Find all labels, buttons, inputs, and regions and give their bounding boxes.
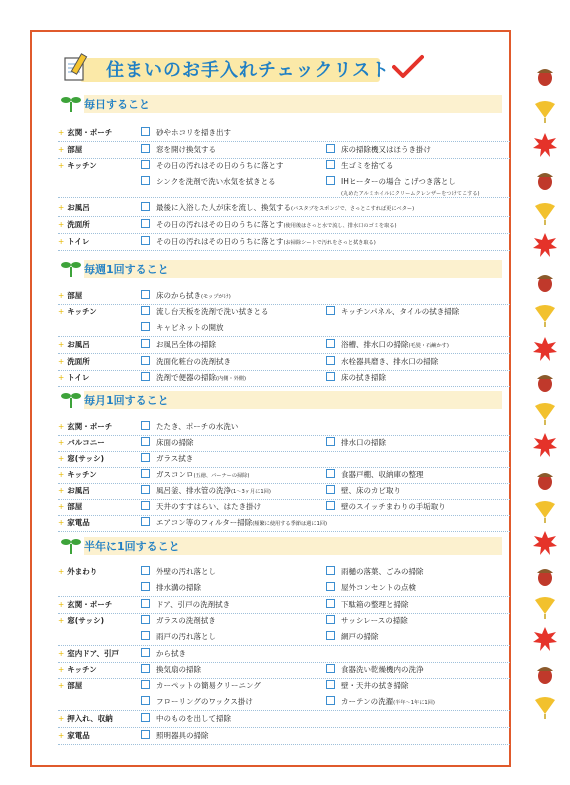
section-header-halfyear — [52, 535, 504, 555]
checklist-row: + トイレ 洗剤で便器の掃除(内側・外側) 床の拭き掃除 — [58, 369, 510, 387]
checkbox[interactable] — [141, 306, 150, 315]
checklist-row: + 室内ドア、引戸 から拭き — [58, 645, 510, 663]
checkbox[interactable] — [326, 631, 335, 640]
checkbox[interactable] — [141, 144, 150, 153]
title-header — [62, 52, 482, 86]
item-note: (丸めたアルミホイルにクリームクレンザーをつけてこする) — [341, 191, 480, 197]
category-label: + 洗面所 — [58, 220, 90, 229]
category-label: + 玄関・ポーチ — [58, 128, 113, 137]
category-label: + キッチン — [58, 161, 97, 170]
plus-icon: + — [58, 220, 65, 229]
acorn-icon — [532, 268, 558, 294]
plus-icon: + — [58, 600, 65, 609]
checklist-row: + 家電品 エアコン等のフィルター掃除(頻繁に使用する季節は週に1回) — [58, 514, 510, 532]
checklist-row: + 洗面所 洗面化粧台の洗剤拭き 水栓器具磨き、排水口の掃除 — [58, 353, 510, 371]
sprout-icon — [60, 389, 82, 409]
plus-icon: + — [58, 357, 65, 366]
category-label: + トイレ — [58, 237, 90, 246]
category-label: + 部屋 — [58, 681, 83, 690]
section-header-daily — [52, 93, 504, 113]
checklist-row: キャビネットの開放 — [58, 319, 510, 337]
ginkgo-leaf-icon — [532, 594, 558, 620]
plus-icon: + — [58, 438, 65, 447]
checklist-row: + お風呂 最後に入浴した人が床を流し、換気する(バスタブをスポンジで、さっとこすれば更にベター) — [58, 199, 510, 217]
ginkgo-leaf-icon — [532, 302, 558, 328]
checkbox[interactable] — [141, 469, 150, 478]
checklist-row: + 部屋 床のから拭き(モップがけ) — [58, 287, 510, 305]
checkbox[interactable] — [141, 713, 150, 722]
checkbox[interactable] — [141, 696, 150, 705]
category-label: + 玄関・ポーチ — [58, 422, 113, 431]
checkbox[interactable] — [326, 356, 335, 365]
checkbox[interactable] — [326, 306, 335, 315]
checklist-row: + 窓(サッシ) ガラス拭き — [58, 450, 510, 468]
category-label: + 部屋 — [58, 502, 83, 511]
checkbox[interactable] — [141, 372, 150, 381]
checkbox[interactable] — [141, 453, 150, 462]
checkbox[interactable] — [326, 469, 335, 478]
plus-icon: + — [58, 649, 65, 658]
plus-icon: + — [58, 128, 65, 137]
checkbox[interactable] — [326, 437, 335, 446]
category-label: + お風呂 — [58, 340, 90, 349]
checkbox[interactable] — [141, 664, 150, 673]
checklist-row: + キッチン ガスコンロ(五徳、バーナーの掃除) 食器戸棚、収納庫の整理 — [58, 466, 510, 484]
checkbox[interactable] — [141, 599, 150, 608]
checklist-row: フローリングのワックス掛け カーテンの洗濯(半年～1年に1回) — [58, 693, 510, 711]
checklist-row: 雨戸の汚れ落とし 網戸の掃除 — [58, 628, 510, 646]
plus-icon: + — [58, 486, 65, 495]
checkbox[interactable] — [141, 339, 150, 348]
checkbox[interactable] — [326, 160, 335, 169]
checklist-row: + 部屋 天井のすすはらい、はたき掛け 壁のスイッチまわりの手垢取り — [58, 498, 510, 516]
checkbox[interactable] — [141, 219, 150, 228]
checkbox[interactable] — [326, 176, 335, 185]
category-label: + 室内ドア、引戸 — [58, 649, 119, 658]
section-title: 毎週1回すること — [84, 263, 169, 276]
checklist-row: + 窓(サッシ) ガラスの洗剤拭き サッシレースの掃除 — [58, 616, 408, 625]
checkbox[interactable] — [326, 144, 335, 153]
plus-icon: + — [58, 681, 65, 690]
plus-icon: + — [58, 454, 65, 463]
category-label: + バルコニー — [58, 438, 105, 447]
maple-leaf-icon — [532, 530, 558, 556]
checkbox[interactable] — [141, 356, 150, 365]
section-header-monthly — [52, 389, 504, 409]
checkbox[interactable] — [326, 339, 335, 348]
checklist-row: + 玄関・ポーチ 砂やホコリを掃き出す — [58, 124, 510, 142]
plus-icon: + — [58, 145, 65, 154]
plus-icon: + — [58, 237, 65, 246]
checklist-row: + 玄関・ポーチ ドア、引戸の洗剤拭き 下駄箱の整理と掃除 — [58, 596, 510, 614]
checkbox[interactable] — [326, 680, 335, 689]
page-title: 住まいのお手入れチェックリスト — [106, 60, 391, 81]
checkbox[interactable] — [141, 730, 150, 739]
acorn-icon — [532, 166, 558, 192]
checkbox[interactable] — [326, 566, 335, 575]
ginkgo-leaf-icon — [532, 98, 558, 124]
checkbox[interactable] — [141, 176, 150, 185]
checklist-row: + お風呂 風呂釜、排水管の洗浄(1～3ヶ月に1回) 壁、床のカビ取り — [58, 482, 510, 500]
acorn-icon — [532, 368, 558, 394]
checkbox[interactable] — [141, 582, 150, 591]
category-label: + 押入れ、収納 — [58, 714, 113, 723]
checklist-row: + 洗面所 その日の汚れはその日のうちに落とす(使用後はさっと水で流し、排水口のゴミを取る) — [58, 216, 510, 234]
checkbox[interactable] — [141, 160, 150, 169]
checklist-row: + トイレ その日の汚れはその日のうちに落とす(お掃除シートで汚れをさっと拭き取る) — [58, 233, 510, 251]
checklist-row: 排水溝の掃除 屋外コンセントの点検 — [58, 579, 510, 597]
plus-icon: + — [58, 340, 65, 349]
category-label: + 玄関・ポーチ — [58, 600, 113, 609]
checkbox[interactable] — [141, 127, 150, 136]
checklist-row: + 押入れ、収納 中のものを出して掃除 — [58, 710, 510, 728]
checkbox[interactable] — [326, 599, 335, 608]
checkbox[interactable] — [326, 485, 335, 494]
category-label: + 家電品 — [58, 518, 90, 527]
maple-leaf-icon — [532, 232, 558, 258]
category-label: + 洗面所 — [58, 357, 90, 366]
checkbox[interactable] — [141, 517, 150, 526]
checkmark-icon — [392, 54, 424, 80]
plus-icon: + — [58, 470, 65, 479]
checkbox[interactable] — [141, 631, 150, 640]
category-label: + お風呂 — [58, 203, 90, 212]
checkbox[interactable] — [326, 615, 335, 624]
checkbox[interactable] — [141, 236, 150, 245]
plus-icon: + — [58, 731, 65, 740]
checkbox[interactable] — [326, 582, 335, 591]
checklist-row: シンクを洗剤で洗い水気を拭きとる IHヒーターの場合 こげつき落とし (丸めたアルミホイルにクリームクレンザーをつけてこする) — [58, 173, 510, 198]
plus-icon: + — [58, 714, 65, 723]
checklist-row: + お風呂 お風呂全体の掃除 浴槽、排水口の掃除(毛髪・石鹸かす) — [58, 336, 510, 354]
checkbox[interactable] — [141, 615, 150, 624]
checklist-row: + キッチン その日の汚れはその日のうちに落とす 生ゴミを捨てる — [58, 161, 394, 170]
acorn-icon — [532, 466, 558, 492]
sprout-icon — [60, 258, 82, 278]
section-title: 半年に1回すること — [84, 540, 180, 553]
maple-leaf-icon — [532, 132, 558, 158]
checklist-row: + キッチン 換気扇の掃除 食器洗い乾燥機内の洗浄 — [58, 661, 510, 679]
section-title: 毎日すること — [84, 98, 150, 111]
acorn-icon — [532, 62, 558, 88]
checkbox[interactable] — [141, 566, 150, 575]
checkbox[interactable] — [141, 421, 150, 430]
checkbox[interactable] — [326, 696, 335, 705]
acorn-icon — [532, 660, 558, 686]
notebook-pencil-icon — [62, 52, 92, 82]
checkbox[interactable] — [141, 648, 150, 657]
category-label: + キッチン — [58, 470, 97, 479]
checkbox[interactable] — [326, 372, 335, 381]
checkbox[interactable] — [326, 664, 335, 673]
section-title: 毎月1回すること — [84, 394, 169, 407]
checklist-row: + 外まわり 外壁の汚れ落とし 雨樋の落葉、ごみの掃除 — [58, 567, 424, 576]
category-label: + 家電品 — [58, 731, 90, 740]
category-label: + トイレ — [58, 373, 90, 382]
acorn-icon — [532, 562, 558, 588]
checklist-row: + 家電品 照明器具の掃除 — [58, 727, 510, 745]
category-label: + 窓(サッシ) — [58, 454, 105, 463]
checkbox[interactable] — [141, 437, 150, 446]
checkbox[interactable] — [141, 485, 150, 494]
plus-icon: + — [58, 502, 65, 511]
category-label: + 窓(サッシ) — [58, 616, 105, 625]
plus-icon: + — [58, 665, 65, 674]
category-label: + キッチン — [58, 307, 97, 316]
checklist-row: + 部屋 窓を開け換気する 床の掃除機又はほうき掛け — [58, 141, 510, 159]
category-label: + 部屋 — [58, 291, 83, 300]
maple-leaf-icon — [532, 626, 558, 652]
category-label: + 外まわり — [58, 567, 98, 576]
section-header-weekly — [52, 258, 504, 278]
plus-icon: + — [58, 307, 65, 316]
plus-icon: + — [58, 616, 65, 625]
category-label: + 部屋 — [58, 145, 83, 154]
checkbox[interactable] — [141, 501, 150, 510]
plus-icon: + — [58, 203, 65, 212]
maple-leaf-icon — [532, 336, 558, 362]
ginkgo-leaf-icon — [532, 200, 558, 226]
checklist-row: + キッチン 流し台天板を洗剤で洗い拭きとる キッチンパネル、タイルの拭き掃除 — [58, 307, 460, 316]
checkbox[interactable] — [141, 290, 150, 299]
maple-leaf-icon — [532, 432, 558, 458]
checkbox[interactable] — [141, 202, 150, 211]
checkbox[interactable] — [141, 680, 150, 689]
ginkgo-leaf-icon — [532, 498, 558, 524]
category-label: + お風呂 — [58, 486, 90, 495]
plus-icon: + — [58, 567, 65, 576]
sprout-icon — [60, 535, 82, 555]
ginkgo-leaf-icon — [532, 400, 558, 426]
checklist-row: + バルコニー 床面の掃除 排水口の掃除 — [58, 434, 510, 452]
ginkgo-leaf-icon — [532, 694, 558, 720]
checklist-row: + 部屋 カーペットの簡易クリーニング 壁・天井の拭き掃除 — [58, 681, 409, 690]
checkbox[interactable] — [326, 501, 335, 510]
checklist-row: + 玄関・ポーチ たたき、ポーチの水洗い — [58, 418, 510, 436]
checkbox[interactable] — [141, 322, 150, 331]
category-label: + キッチン — [58, 665, 97, 674]
plus-icon: + — [58, 161, 65, 170]
plus-icon: + — [58, 518, 65, 527]
sprout-icon — [60, 93, 82, 113]
plus-icon: + — [58, 422, 65, 431]
plus-icon: + — [58, 291, 65, 300]
plus-icon: + — [58, 373, 65, 382]
